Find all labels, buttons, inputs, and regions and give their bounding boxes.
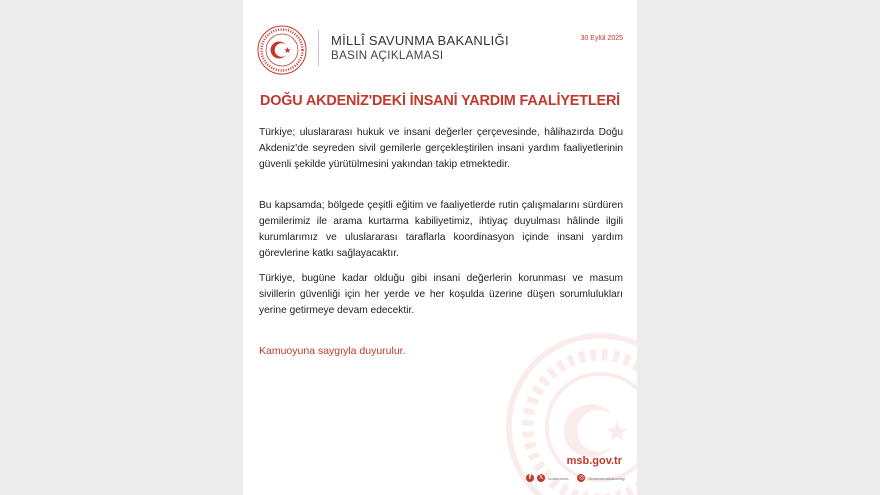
press-release-page [243, 0, 637, 495]
closing-line: Kamuoyuna saygıyla duyurulur. [259, 345, 406, 357]
header-divider [318, 30, 319, 66]
ministry-title: MİLLÎ SAVUNMA BAKANLIĞI [331, 33, 509, 48]
paragraph-3: Türkiye, bugüne kadar olduğu gibi insani değerlerin korunması ve masum sivillerin güvenliği için her yerde ve her koşulda üzerine düşen sorumlulukları yerine getirmeye devam edecektir. [259, 273, 623, 316]
x-handle[interactable]: /tcsavunma [548, 475, 569, 481]
facebook-icon[interactable]: f [526, 474, 534, 482]
headline: DOĞU AKDENİZ'DEKİ İNSANİ YARDIM FAALİYETLERİ [259, 93, 621, 109]
instagram-icon[interactable]: ◎ [578, 474, 585, 481]
website-link[interactable]: msb.gov.tr [566, 455, 622, 467]
x-icon[interactable]: 𝕏 [538, 474, 544, 481]
paragraph-2: Bu kapsamda; bölgede çeşitli eğitim ve faaliyetlerde rutin çalışmalarını sürdüren gemilerimiz ile arama kurtarma kabiliyetimiz, ihtiyaç duyulması hâlinde ilgili kurumlarımız ve uluslararası taraflarla koordinasyon içinde insani yardım görevlerine katkı sağlayacaktır. [259, 200, 623, 259]
release-date: 30 Eylül 2025 [580, 35, 623, 42]
ministry-emblem-icon [257, 25, 307, 75]
instagram-handle[interactable]: /tcsavunmabakanligi [588, 475, 625, 481]
release-type: BASIN AÇIKLAMASI [331, 50, 444, 62]
social-links [526, 474, 631, 482]
watermark-seal-icon [505, 332, 637, 495]
paragraph-1: Türkiye; uluslararası hukuk ve insani değerler çerçevesinde, hâlihazırda Doğu Akdeniz'de seyreden sivil gemilerle gerçekleştirilen insani yardım faaliyetlerinin güvenli şekilde yürütülmesini yakından takip etmektedir. [259, 127, 623, 170]
